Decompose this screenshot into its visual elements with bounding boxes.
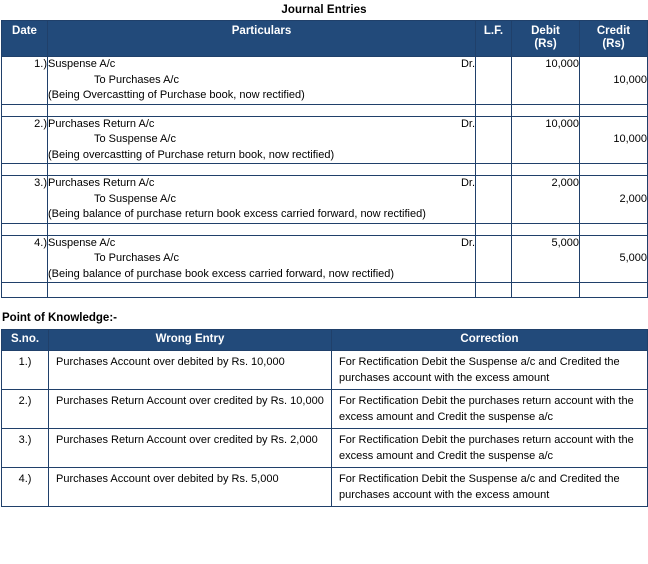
credit-account-name: To Purchases A/c (94, 252, 179, 264)
spacer-cell-date (2, 223, 48, 235)
spacer-cell-debit (512, 104, 580, 116)
blank-cell-particulars (48, 283, 476, 298)
pok-serial-number: 2.) (2, 390, 49, 429)
spacer-cell-lf (476, 164, 512, 176)
entry-serial-number: 3.) (2, 176, 48, 224)
blank-cell-lf (476, 283, 512, 298)
point-of-knowledge-table (1, 329, 648, 507)
entry-credit-amount-cell (580, 57, 648, 105)
spacer-cell-credit (580, 164, 648, 176)
table-row (2, 390, 648, 429)
column-header-date: Date (2, 21, 48, 57)
entry-serial-number: 2.) (2, 116, 48, 164)
pok-correction: For Rectification Debit the Suspense a/c and Credited the purchases account with the excess amount (332, 351, 648, 390)
entry-narration: (Being balance of purchase return book excess carried forward, now rectified) (48, 208, 426, 220)
table-row (2, 235, 648, 283)
debit-account-line (48, 236, 475, 252)
pok-correction: For Rectification Debit the Suspense a/c and Credited the purchases account with the excess amount (332, 468, 648, 507)
entry-debit-amount: 10,000 (512, 116, 580, 164)
column-header-credit-line2: (Rs) (602, 38, 625, 50)
journal-entries-table (1, 20, 648, 298)
column-header-sno: S.no. (2, 330, 49, 351)
debit-account-line (48, 176, 475, 192)
entry-serial-number: 1.) (2, 57, 48, 105)
pok-correction: For Rectification Debit the purchases return account with the excess amount and Credit the suspense a/c (332, 429, 648, 468)
spacer-row (2, 223, 648, 235)
entry-lf (476, 176, 512, 224)
pok-header-row (2, 330, 648, 351)
credit-account-name: To Purchases A/c (94, 73, 179, 86)
table-row (2, 429, 648, 468)
column-header-particulars: Particulars (48, 21, 476, 57)
pok-serial-number: 4.) (2, 468, 49, 507)
dr-label: Dr. (460, 117, 475, 130)
column-header-debit (512, 21, 580, 57)
entry-debit-amount: 2,000 (512, 176, 580, 224)
table-row (2, 351, 648, 390)
pok-serial-number: 3.) (2, 429, 49, 468)
column-header-credit (580, 21, 648, 57)
blank-cell-date (2, 283, 48, 298)
page-title: Journal Entries (281, 4, 367, 16)
spacer-cell-lf (476, 104, 512, 116)
entry-particulars (48, 116, 476, 164)
debit-account-name: Purchases Return A/c (48, 117, 155, 130)
entry-lf (476, 116, 512, 164)
table-row (2, 116, 648, 164)
entry-debit-amount: 5,000 (512, 235, 580, 283)
spacer-cell-credit (580, 104, 648, 116)
pok-wrong-entry: Purchases Account over debited by Rs. 5,000 (49, 468, 332, 507)
column-header-correction: Correction (332, 330, 648, 351)
entry-credit-amount-cell (580, 116, 648, 164)
dr-label: Dr. (460, 236, 475, 249)
journal-header-row (2, 21, 648, 57)
entry-particulars (48, 235, 476, 283)
pok-wrong-entry: Purchases Return Account over credited by Rs. 10,000 (49, 390, 332, 429)
spacer-row (2, 164, 648, 176)
entry-narration: (Being balance of purchase book excess carried forward, now rectified) (48, 267, 395, 280)
entry-credit-amount-cell (580, 176, 648, 224)
entry-credit-amount: 5,000 (619, 252, 647, 264)
pok-wrong-entry: Purchases Account over debited by Rs. 10,000 (49, 351, 332, 390)
column-header-debit-line1: Debit (531, 25, 560, 37)
entry-serial-number: 4.) (2, 235, 48, 283)
dr-label: Dr. (460, 58, 475, 70)
entry-particulars (48, 57, 476, 105)
pok-correction: For Rectification Debit the purchases return account with the excess amount and Credit the suspense a/c (332, 390, 648, 429)
spacer-cell-date (2, 164, 48, 176)
entry-debit-amount: 10,000 (512, 57, 580, 105)
blank-cell-debit (512, 283, 580, 298)
entry-credit-amount: 2,000 (619, 192, 647, 205)
blank-row (2, 283, 648, 298)
entry-credit-amount-cell (580, 235, 648, 283)
spacer-row (2, 104, 648, 116)
spacer-cell-lf (476, 223, 512, 235)
debit-account-name: Suspense A/c (48, 236, 116, 249)
column-header-debit-line2: (Rs) (534, 38, 557, 50)
column-header-wrong-entry: Wrong Entry (49, 330, 332, 351)
entry-narration: (Being Overcastting of Purchase book, now rectified) (48, 89, 305, 101)
spacer-cell-particulars (48, 164, 476, 176)
pok-serial-number: 1.) (2, 351, 49, 390)
pok-wrong-entry: Purchases Return Account over credited by Rs. 2,000 (49, 429, 332, 468)
spacer-cell-debit (512, 223, 580, 235)
spacer-cell-debit (512, 164, 580, 176)
credit-account-name: To Suspense A/c (94, 133, 176, 145)
debit-account-line (48, 57, 475, 73)
blank-cell-credit (580, 283, 648, 298)
entry-lf (476, 235, 512, 283)
debit-account-name: Suspense A/c (48, 58, 116, 70)
spacer-cell-credit (580, 223, 648, 235)
spacer-cell-date (2, 104, 48, 116)
column-header-credit-line1: Credit (596, 25, 631, 37)
spacer-cell-particulars (48, 223, 476, 235)
entry-narration: (Being overcastting of Purchase return book, now rectified) (48, 148, 335, 161)
column-header-lf: L.F. (476, 21, 512, 57)
entry-particulars (48, 176, 476, 224)
table-row (2, 468, 648, 507)
spacer-cell-particulars (48, 104, 476, 116)
entry-credit-amount: 10,000 (613, 73, 647, 86)
dr-label: Dr. (460, 177, 475, 189)
debit-account-name: Purchases Return A/c (48, 177, 155, 189)
point-of-knowledge-heading: Point of Knowledge:- (2, 312, 117, 324)
entry-lf (476, 57, 512, 105)
table-row (2, 57, 648, 105)
credit-account-name: To Suspense A/c (94, 192, 176, 205)
debit-account-line (48, 117, 475, 133)
entry-credit-amount: 10,000 (613, 133, 647, 145)
table-row (2, 176, 648, 224)
